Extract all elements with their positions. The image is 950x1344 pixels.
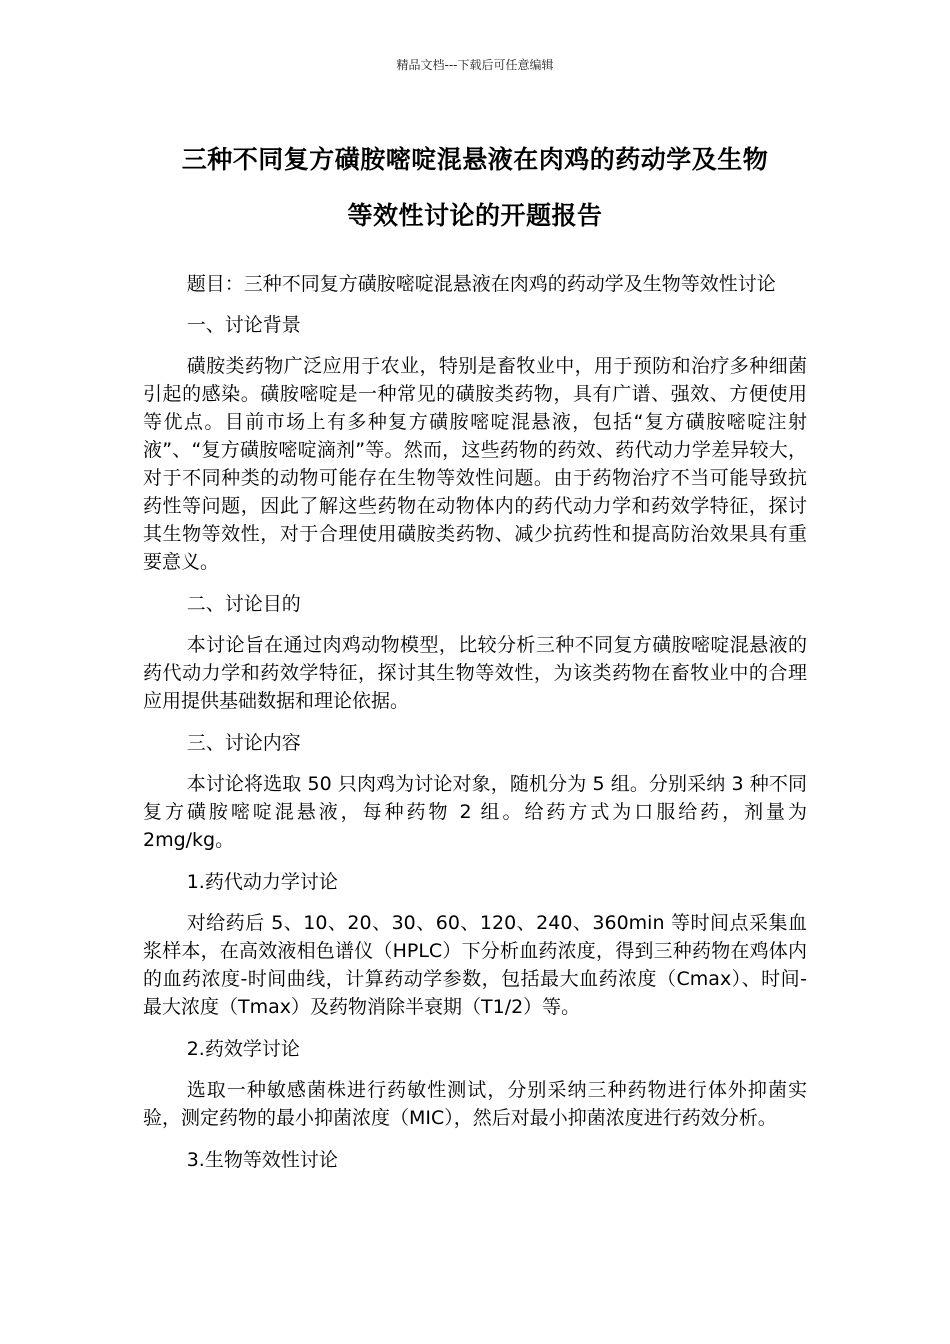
purpose-paragraph: 本讨论旨在通过肉鸡动物模型，比较分析三种不同复方磺胺嘧啶混悬液的药代动力学和药效学特征，探讨其生物等效性，为该类药物在畜牧业中的合理应用提供基础数据和理论依据。 — [143, 634, 807, 712]
pharmacodynamics-paragraph: 选取一种敏感菌株进行药敏性测试，分别采纳三种药物进行体外抑菌实验，测定药物的最小抑菌浓度（MIC），然后对最小抑菌浓度进行药效分析。 — [143, 1079, 807, 1129]
document-title — [143, 132, 807, 244]
section-heading-purpose: 二、讨论目的 — [186, 593, 301, 615]
title-line-2: 等效性讨论的开题报告 — [347, 201, 603, 230]
topic-paragraph: 题目：三种不同复方磺胺嘧啶混悬液在肉鸡的药动学及生物等效性讨论 — [186, 273, 776, 295]
page-header: 精品文档---下载后可任意编辑 — [396, 58, 554, 72]
section-heading-content: 三、讨论内容 — [186, 732, 301, 754]
subsection-heading-bioequivalence: 3.生物等效性讨论 — [186, 1149, 338, 1171]
title-line-1: 三种不同复方磺胺嘧啶混悬液在肉鸡的药动学及生物 — [181, 145, 769, 174]
document-body — [143, 270, 807, 1187]
subsection-heading-pharmacokinetics: 1.药代动力学讨论 — [186, 871, 338, 893]
background-paragraph: 磺胺类药物广泛应用于农业，特别是畜牧业中，用于预防和治疗多种细菌引起的感染。磺胺嘧啶是一种常见的磺胺类药物，具有广谱、强效、方便使用等优点。目前市场上有多种复方磺胺嘧啶混悬液，包括“复方磺胺嘧啶注射液”、“复方磺胺嘧啶滴剂”等。然而，这些药物的药效、药代动力学差异较大，对于不同种类的动物可能存在生物等效性问题。由于药物治疗不当可能导致抗药性等问题，因此了解这些药物在动物体内的药代动力学和药效学特征，探讨其生物等效性，对于合理使用磺胺类药物、减少抗药性和提高防治效果具有重要意义。 — [143, 355, 807, 573]
pharmacokinetics-paragraph: 对给药后 5、10、20、30、60、120、240、360min 等时间点采集血浆样本，在高效液相色谱仪（HPLC）下分析血药浓度，得到三种药物在鸡体内的血药浓度-时间曲线，计算药动学参数，包括最大血药浓度（Cmax）、时间-最大浓度（Tmax）及药物消除半衰期（T1/2）等。 — [143, 912, 807, 1018]
section-heading-background: 一、讨论背景 — [186, 314, 301, 336]
content-paragraph: 本讨论将选取 50 只肉鸡为讨论对象，随机分为 5 组。分别采纳 3 种不同复方磺胺嘧啶混悬液，每种药物 2 组。给药方式为口服给药，剂量为 2mg/kg。 — [143, 773, 807, 851]
subsection-heading-pharmacodynamics: 2.药效学讨论 — [186, 1038, 300, 1060]
